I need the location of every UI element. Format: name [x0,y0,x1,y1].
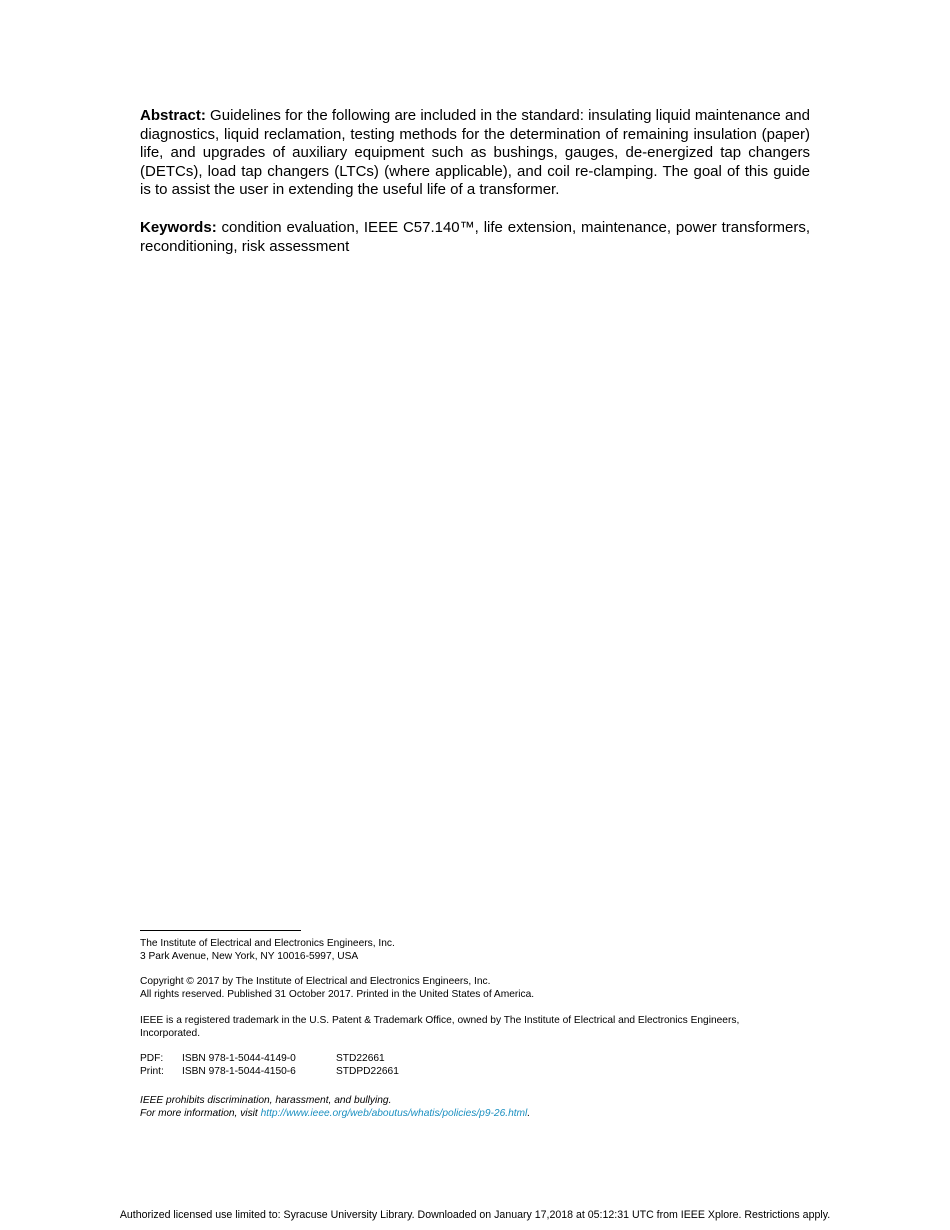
copyright-line: Copyright © 2017 by The Institute of Electrical and Electronics Engineers, Inc. [140,976,491,987]
isbn-block [140,1052,820,1078]
abstract-label: Abstract: [140,107,206,124]
publisher-block [140,937,820,963]
publisher-address: 3 Park Avenue, New York, NY 10016-5997, USA [140,951,359,962]
copyright-block [140,975,820,1001]
policy-info-suffix: . [527,1108,531,1119]
publisher-name: The Institute of Electrical and Electronics Engineers, Inc. [140,938,395,949]
trademark-line-cont: Incorporated. [140,1028,201,1039]
keywords-label: Keywords: [140,219,217,236]
policy-link[interactable]: http://www.ieee.org/web/aboutus/whatis/policies/p9-26.html [260,1108,528,1119]
keywords-text: condition evaluation, IEEE C57.140™, life extension, maintenance, power transformers, reconditioning, risk assessment [140,219,810,255]
footnote-divider [140,930,301,931]
abstract-paragraph [140,107,810,200]
trademark-line: IEEE is a registered trademark in the U.S. Patent & Trademark Office, owned by The Institute of Electrical and Electronics Engineers, [140,1015,740,1026]
std-number: STDPD22661 [336,1066,399,1077]
isbn-number: ISBN 978-1-5044-4150-6 [182,1066,296,1077]
policy-info-line [140,1107,820,1120]
policy-info-prefix: For more information, visit [140,1108,261,1119]
isbn-row-print [140,1065,820,1078]
isbn-row-pdf [140,1052,820,1065]
policy-block [140,1094,820,1120]
license-footer: Authorized licensed use limited to: Syracuse University Library. Downloaded on January 17,2018 at 05:12:31 UTC from IEEE Xplore. Restrictions apply. [119,1209,831,1221]
isbn-format: PDF: [140,1053,164,1064]
isbn-format: Print: [140,1066,164,1077]
trademark-block [140,1014,820,1040]
keywords-paragraph [140,219,810,256]
abstract-text: Guidelines for the following are included in the standard: insulating liquid maintenance and diagnostics, liquid reclamation, testing methods for the determination of remaining insulation (paper) life, and upgrades of auxiliary equipment such as bushings, gauges, de-energized tap changers (DETCs), load tap changers (LTCs) (where applicable), and coil re-clamping. The goal of this guide is to assist the user in extending the useful life of a transformer. [140,107,810,199]
policy-statement: IEEE prohibits discrimination, harassment, and bullying. [140,1095,392,1106]
isbn-number: ISBN 978-1-5044-4149-0 [182,1053,296,1064]
rights-line: All rights reserved. Published 31 October 2017. Printed in the United States of America. [140,989,535,1000]
std-number: STD22661 [336,1053,385,1064]
